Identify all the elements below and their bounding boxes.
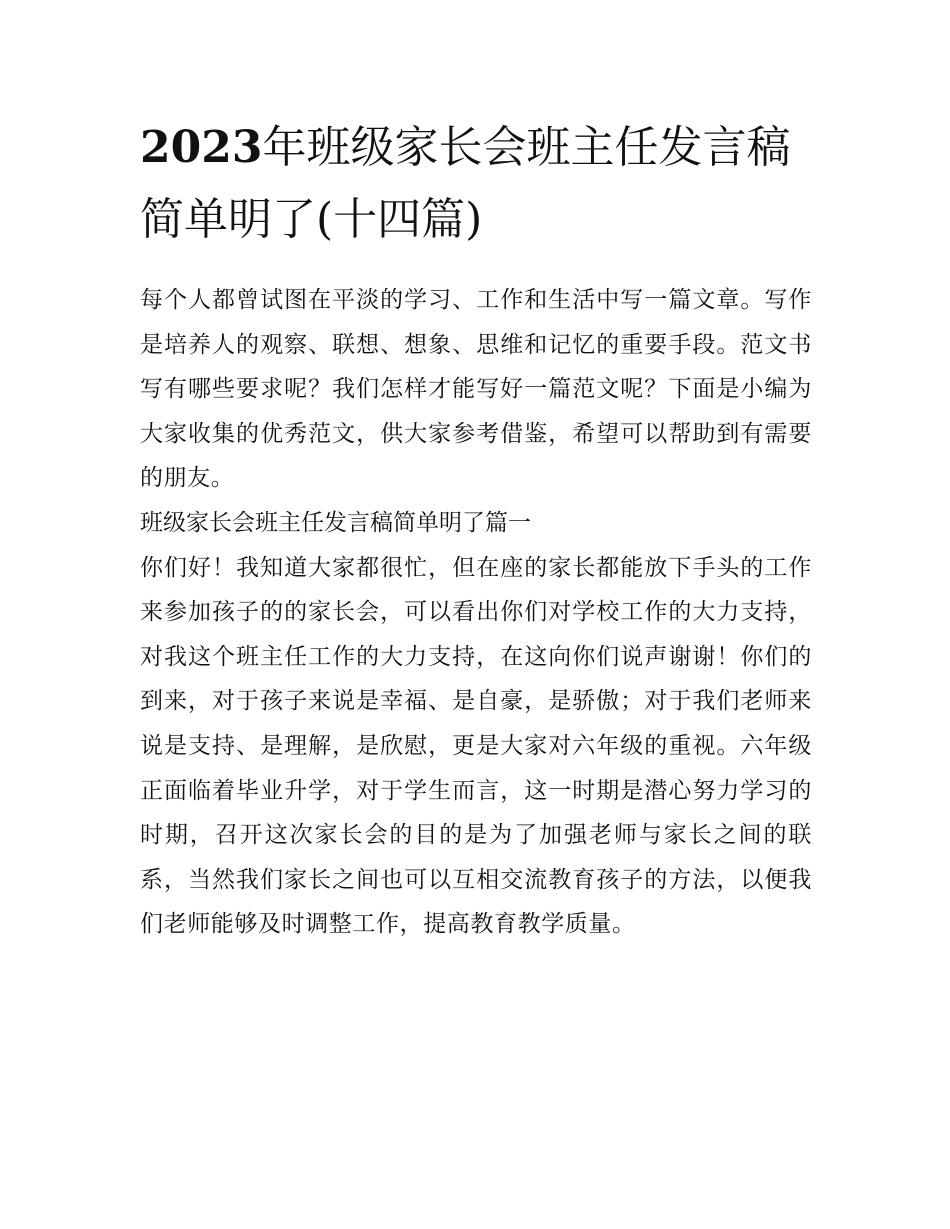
body-paragraph: 你们好！我知道大家都很忙，但在座的家长都能放下手头的工作来参加孩子的的家长会，可以看出你们对学校工作的大力支持，对我这个班主任工作的大力支持，在这向你们说声谢谢！你们的到来，对于孩子来说是幸福、是自豪，是骄傲；对于我们老师来说是支持、是理解，是欣慰，更是大家对六年级的重视。六年级正面临着毕业升学，对于学生而言，这一时期是潜心努力学习的时期，召开这次家长会的目的是为了加强老师与家长之间的联系，当然我们家长之间也可以互相交流教育孩子的方法，以便我们老师能够及时调整工作，提高教育教学质量。 <box>140 554 812 938</box>
title-text: 年班级家长会班主任发言稿简单明了(十四篇) <box>140 122 791 245</box>
title-block <box>140 112 812 256</box>
title-year: 2023 <box>140 122 263 173</box>
document-page <box>140 112 812 947</box>
section-heading: 班级家长会班主任发言稿简单明了篇一 <box>140 509 531 536</box>
document-title <box>140 112 812 256</box>
intro-paragraph: 每个人都曾试图在平淡的学习、工作和生活中写一篇文章。写作是培养人的观察、联想、想象、思维和记忆的重要手段。范文书写有哪些要求呢？我们怎样才能写好一篇范文呢？下面是小编为大家收集的优秀范文，供大家参考借鉴，希望可以帮助到有需要的朋友。 <box>140 287 812 492</box>
